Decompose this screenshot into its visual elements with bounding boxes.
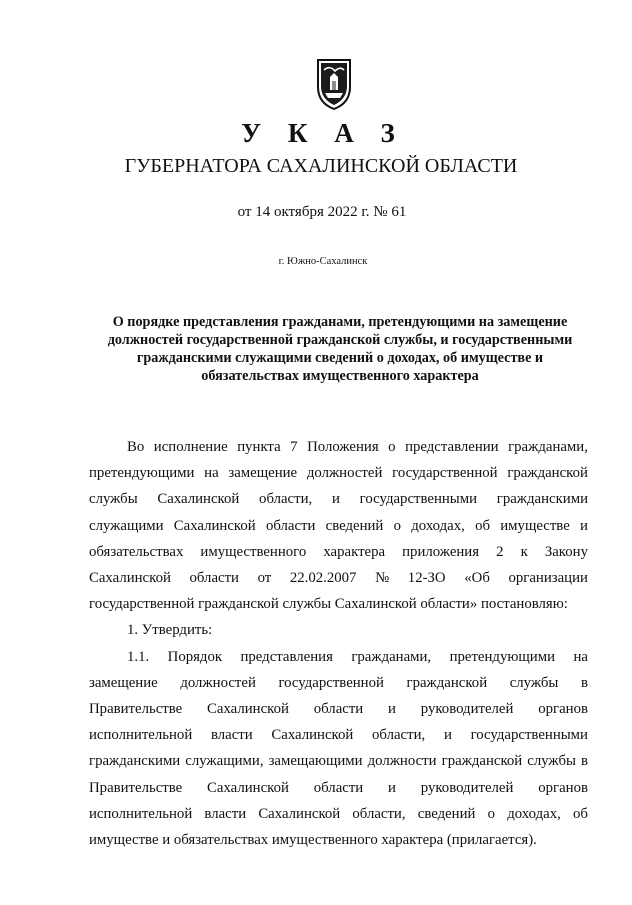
word: к bbox=[520, 543, 528, 560]
word: должности bbox=[367, 753, 437, 770]
paragraph-preamble bbox=[89, 434, 588, 617]
word: доходах, bbox=[411, 517, 465, 534]
word: власти bbox=[204, 805, 247, 822]
word: должностей bbox=[180, 674, 256, 691]
body-line bbox=[89, 670, 588, 696]
word: служащими, bbox=[185, 753, 264, 770]
word: 22.02.2007 bbox=[289, 570, 357, 587]
word: и bbox=[443, 727, 452, 744]
document-city: г. Южно-Сахалинск bbox=[278, 256, 368, 267]
word: об bbox=[475, 517, 491, 534]
word: обязательствах bbox=[89, 543, 184, 560]
document-heading bbox=[85, 313, 595, 385]
heading-line: О порядке представления гражданами, претендующими на замещение bbox=[112, 314, 568, 330]
word: должностей bbox=[306, 465, 383, 482]
word: Сахалинской bbox=[271, 727, 354, 744]
word: государственными bbox=[470, 727, 588, 744]
body-line bbox=[89, 644, 588, 670]
word: области bbox=[189, 570, 239, 587]
word: гражданскими bbox=[496, 491, 588, 508]
word: Сахалинской bbox=[173, 517, 256, 534]
word: органов bbox=[538, 701, 588, 718]
word: гражданами, bbox=[351, 648, 432, 665]
word: гражданской bbox=[507, 465, 588, 482]
word: органов bbox=[538, 779, 588, 796]
word: государственной bbox=[278, 674, 384, 691]
word: пункта bbox=[237, 439, 281, 455]
word: гражданами, bbox=[508, 439, 588, 455]
word: и bbox=[580, 517, 588, 534]
body-line bbox=[89, 722, 588, 748]
word: Сахалинской bbox=[207, 701, 289, 718]
word: и bbox=[331, 491, 340, 508]
word: на bbox=[573, 648, 588, 665]
word: государственной bbox=[392, 465, 498, 482]
document-body bbox=[89, 434, 588, 853]
word: в bbox=[580, 753, 588, 770]
word: о bbox=[388, 439, 396, 455]
heading-line: должностей государственной гражданской службы, и государственными bbox=[107, 332, 573, 348]
body-line bbox=[89, 748, 588, 774]
point-1: 1. Утвердить: bbox=[127, 622, 213, 639]
body-line bbox=[89, 801, 588, 827]
word: сведений bbox=[325, 517, 384, 534]
word: Правительстве bbox=[89, 779, 183, 796]
document-issuer: ГУБЕРНАТОРА САХАЛИНСКОЙ ОБЛАСТИ bbox=[124, 155, 518, 177]
word: представления bbox=[240, 648, 333, 665]
word: 7 bbox=[290, 439, 298, 455]
word: представлении bbox=[405, 439, 499, 455]
word: Правительстве bbox=[89, 701, 183, 718]
word: Положения bbox=[307, 439, 379, 455]
word: замещение bbox=[89, 674, 158, 691]
word: службы bbox=[89, 491, 138, 508]
word: о bbox=[393, 517, 402, 534]
word: Во bbox=[127, 439, 145, 455]
word: имущественного bbox=[200, 543, 307, 560]
word: приложения bbox=[402, 543, 480, 560]
word: Сахалинской bbox=[258, 805, 341, 822]
heading-line: обязательствах имущественного характера bbox=[201, 368, 479, 384]
body-line: имуществе и обязательствах имущественного характера (прилагается). bbox=[89, 832, 537, 849]
body-line bbox=[89, 696, 588, 722]
word: области bbox=[313, 779, 364, 796]
body-line bbox=[89, 486, 588, 512]
word: от bbox=[257, 570, 272, 587]
document-date-number: от 14 октября 2022 г. № 61 bbox=[237, 204, 407, 220]
point-1-1 bbox=[89, 644, 588, 854]
word: и bbox=[388, 701, 396, 718]
word: претендующими bbox=[449, 648, 555, 665]
word: служащими bbox=[89, 517, 164, 534]
word: Сахалинской bbox=[157, 491, 240, 508]
word: замещающими bbox=[268, 753, 363, 770]
word: характера bbox=[323, 543, 386, 560]
word: замещение bbox=[228, 465, 298, 482]
body-line bbox=[89, 460, 588, 486]
word: имуществе bbox=[500, 517, 570, 534]
word: области bbox=[313, 701, 364, 718]
word: Закону bbox=[544, 543, 588, 560]
word: 12-ЗО bbox=[407, 570, 446, 587]
body-line bbox=[89, 775, 588, 801]
word: в bbox=[580, 674, 588, 691]
word: государственными bbox=[359, 491, 478, 508]
word: службы bbox=[509, 674, 559, 691]
word: исполнительной bbox=[89, 727, 193, 744]
word: и bbox=[388, 779, 396, 796]
word: области, bbox=[259, 491, 313, 508]
word: «Об bbox=[464, 570, 490, 587]
word: гражданской bbox=[441, 753, 523, 770]
word: организации bbox=[508, 570, 588, 587]
word: № bbox=[375, 570, 390, 587]
body-line bbox=[89, 513, 588, 539]
word: Сахалинской bbox=[89, 570, 171, 587]
word: власти bbox=[210, 727, 253, 744]
word: 1.1. bbox=[127, 648, 150, 665]
word: исполнение bbox=[153, 439, 228, 455]
body-line: государственной гражданской службы Сахалинской области» постановляю: bbox=[89, 596, 568, 613]
word: о bbox=[487, 805, 496, 822]
coat-of-arms-emblem bbox=[316, 57, 352, 111]
word: гражданской bbox=[406, 674, 488, 691]
word: сведений bbox=[417, 805, 476, 822]
word: руководителей bbox=[420, 701, 514, 718]
word: руководителей bbox=[420, 779, 514, 796]
body-line bbox=[89, 434, 588, 460]
word: об bbox=[572, 805, 588, 822]
body-line bbox=[89, 539, 588, 565]
word: гражданскими bbox=[89, 753, 181, 770]
word: области, bbox=[352, 805, 406, 822]
word: претендующими bbox=[89, 465, 195, 482]
word: на bbox=[204, 465, 219, 482]
word: 2 bbox=[496, 543, 504, 560]
word: службы bbox=[527, 753, 576, 770]
word: области, bbox=[372, 727, 426, 744]
word: Сахалинской bbox=[207, 779, 289, 796]
body-line bbox=[89, 565, 588, 591]
word: доходах, bbox=[507, 805, 561, 822]
word: области bbox=[265, 517, 316, 534]
document-title: У К А З bbox=[241, 118, 405, 148]
word: Порядок bbox=[167, 648, 223, 665]
word: исполнительной bbox=[89, 805, 193, 822]
heading-line: гражданскими служащими сведений о доходах, об имуществе и bbox=[136, 350, 544, 366]
